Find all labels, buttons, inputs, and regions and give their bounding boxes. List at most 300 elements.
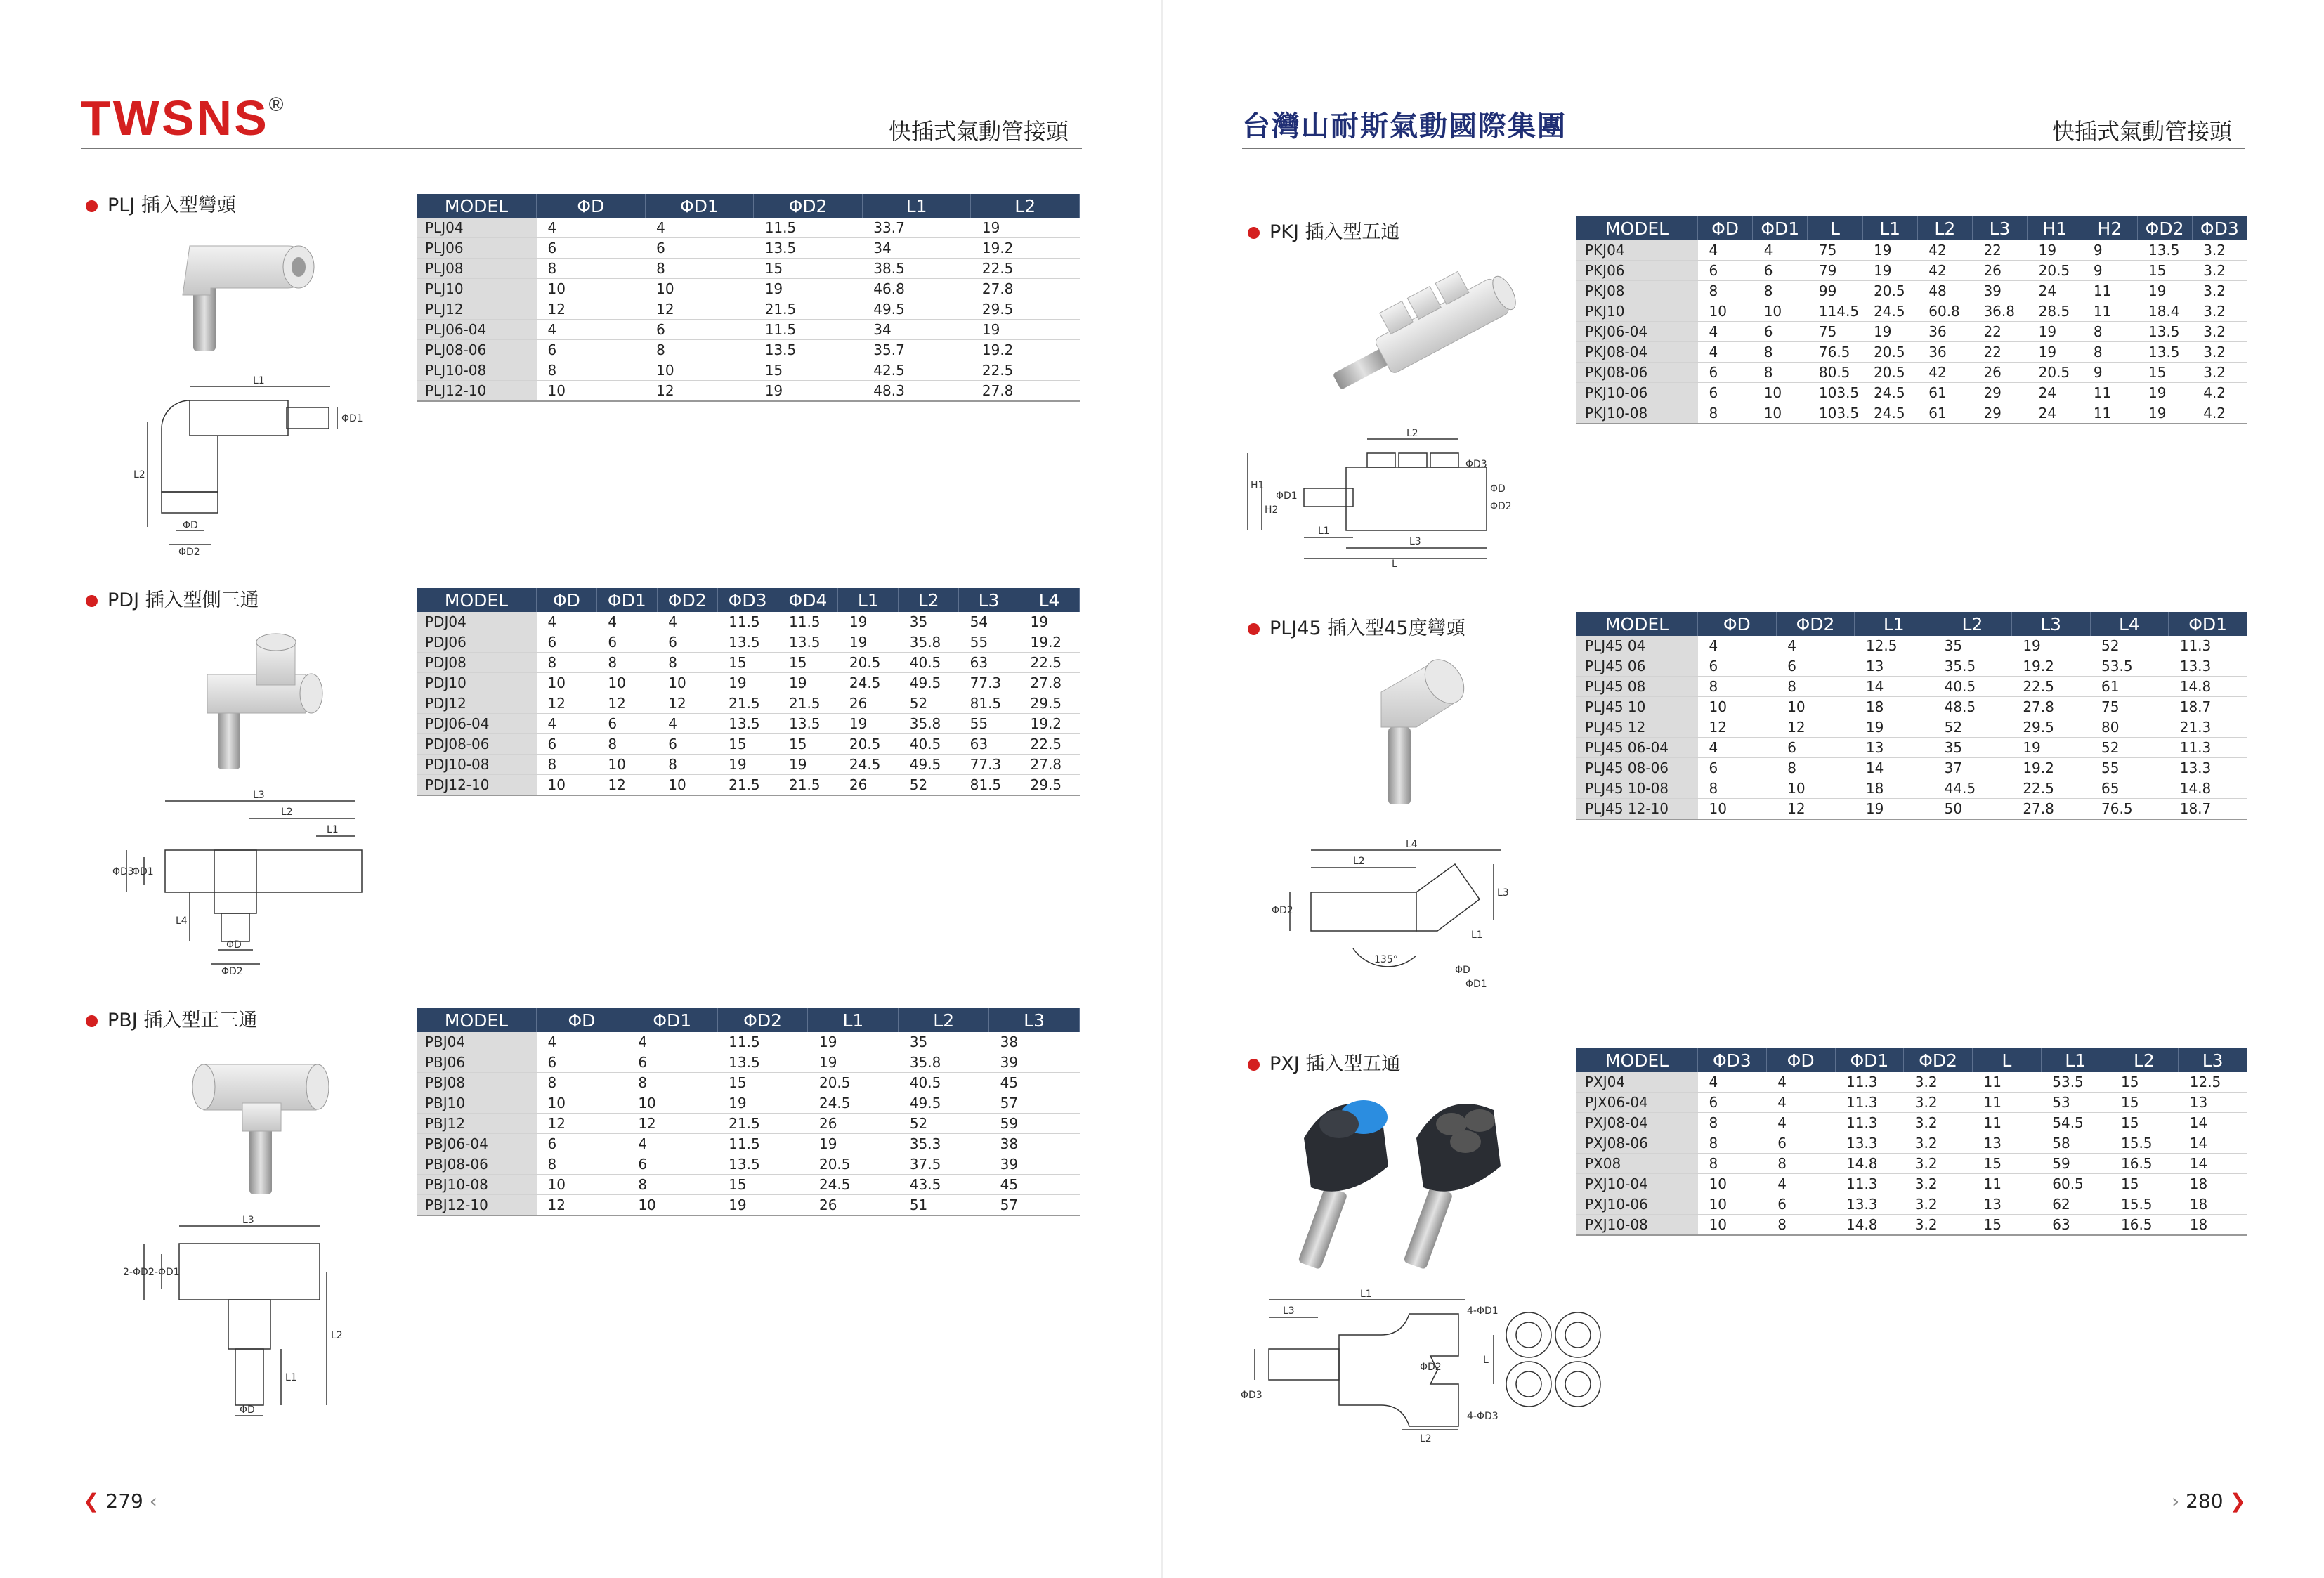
value-cell: 61 (1917, 403, 1972, 424)
value-cell: 48.3 (862, 381, 971, 402)
model-cell: PLJ45 10 (1576, 697, 1698, 717)
value-cell: 10 (596, 673, 657, 693)
value-cell: 13.5 (717, 1154, 808, 1175)
table-row (417, 340, 1080, 360)
value-cell: 18 (1855, 697, 1933, 717)
dim-label: ΦD2 (1420, 1362, 1442, 1373)
dim-label: ΦD2 (1490, 501, 1512, 512)
bullet-icon (1248, 1059, 1260, 1071)
value-cell: 4 (657, 612, 717, 632)
value-cell: 14.8 (2169, 677, 2247, 697)
value-cell: 12 (1698, 717, 1777, 738)
spec-table-pkj (1576, 216, 2247, 424)
value-cell: 42 (1917, 261, 1972, 281)
column-header: L3 (2011, 612, 2090, 636)
table-row (417, 218, 1080, 238)
value-cell: 77.3 (959, 755, 1019, 775)
bullet-icon (86, 1015, 98, 1027)
value-cell: 10 (1698, 1194, 1767, 1215)
value-cell: 35.8 (899, 714, 959, 734)
value-cell: 19 (717, 673, 778, 693)
value-cell: 13.3 (1835, 1133, 1904, 1154)
value-cell: 15 (1973, 1154, 2042, 1174)
value-cell: 6 (1698, 363, 1753, 383)
table-row (1576, 1093, 2247, 1113)
section-label-plj45: PLJ45 插入型45度彎頭 (1248, 613, 1465, 640)
table-row (417, 1052, 1080, 1073)
value-cell: 52 (2090, 636, 2169, 656)
model-cell: PLJ45 12 (1576, 717, 1698, 738)
value-cell: 34 (862, 320, 971, 340)
value-cell: 18 (2179, 1215, 2247, 1236)
value-cell: 60.8 (1917, 301, 1972, 322)
model-cell: PBJ10-08 (417, 1175, 537, 1195)
value-cell: 10 (537, 279, 646, 299)
model-cell: PLJ10 (417, 279, 537, 299)
value-cell: 15 (717, 734, 778, 755)
spec-table-plj45 (1576, 612, 2247, 820)
dim-label: L1 (1471, 930, 1483, 941)
value-cell: 4.2 (2192, 383, 2247, 403)
value-cell: 29.5 (2011, 717, 2090, 738)
value-cell: 49.5 (899, 755, 959, 775)
value-cell: 33.7 (862, 218, 971, 238)
value-cell: 61 (2090, 677, 2169, 697)
bullet-icon (86, 200, 98, 212)
value-cell: 10 (537, 1093, 627, 1114)
value-cell: 12 (645, 299, 754, 320)
value-cell: 77.3 (959, 673, 1019, 693)
value-cell: 114.5 (1808, 301, 1862, 322)
model-cell: PXJ10-08 (1576, 1215, 1698, 1236)
table-row (1576, 1215, 2247, 1236)
value-cell: 11.3 (2169, 738, 2247, 758)
model-cell: PKJ08-04 (1576, 342, 1698, 363)
value-cell: 8 (596, 653, 657, 673)
spec-table-pbj (417, 1008, 1080, 1216)
value-cell: 22 (1972, 240, 2027, 261)
value-cell: 55 (2090, 758, 2169, 778)
table-row (1576, 301, 2247, 322)
value-cell: 6 (596, 714, 657, 734)
value-cell: 10 (645, 279, 754, 299)
value-cell: 18.4 (2137, 301, 2192, 322)
value-cell: 20.5 (838, 653, 899, 673)
value-cell: 19 (2011, 636, 2090, 656)
value-cell: 3.2 (2192, 240, 2247, 261)
value-cell: 35.3 (899, 1134, 989, 1154)
column-header: ΦD2 (1904, 1048, 1973, 1072)
value-cell: 21.3 (2169, 717, 2247, 738)
value-cell: 20.5 (808, 1073, 899, 1093)
header-rule-left (81, 148, 1082, 149)
value-cell: 19 (838, 714, 899, 734)
value-cell: 21.5 (717, 693, 778, 714)
column-header: ΦD3 (717, 588, 778, 612)
value-cell: 10 (657, 673, 717, 693)
dim-label: L1 (327, 824, 339, 835)
value-cell: 20.5 (838, 734, 899, 755)
dim-label: ΦD1 (1276, 490, 1298, 502)
value-cell: 8 (1776, 677, 1855, 697)
value-cell: 6 (537, 632, 597, 653)
table-row (1576, 656, 2247, 677)
value-cell: 3.2 (1904, 1215, 1973, 1236)
pbj-product-photo (183, 1047, 344, 1201)
value-cell: 20.5 (808, 1154, 899, 1175)
value-cell: 8 (537, 653, 597, 673)
value-cell: 21.5 (717, 1114, 808, 1134)
value-cell: 26 (808, 1195, 899, 1216)
value-cell: 99 (1808, 281, 1862, 301)
dim-label: 4-ΦD3 (1467, 1411, 1499, 1422)
value-cell: 15.5 (2110, 1133, 2179, 1154)
column-header: ΦD2 (2137, 216, 2192, 240)
value-cell: 19 (1855, 799, 1933, 820)
column-header: ΦD (537, 588, 597, 612)
table-header-row (1576, 1048, 2247, 1072)
value-cell: 20.5 (2028, 261, 2082, 281)
model-cell: PDJ12 (417, 693, 537, 714)
table-row (1576, 342, 2247, 363)
value-cell: 14.8 (2169, 778, 2247, 799)
model-cell: PKJ08-06 (1576, 363, 1698, 383)
table-header-row (1576, 216, 2247, 240)
dim-label: ΦD3 (112, 866, 134, 878)
column-header: L1 (2041, 1048, 2110, 1072)
value-cell: 6 (1753, 322, 1808, 342)
value-cell: 13 (1973, 1194, 2042, 1215)
value-cell: 19 (717, 1093, 808, 1114)
value-cell: 11 (2082, 403, 2137, 424)
pdj-product-photo (179, 625, 341, 780)
value-cell: 11 (2082, 301, 2137, 322)
value-cell: 19 (778, 755, 838, 775)
value-cell: 15.5 (2110, 1194, 2179, 1215)
value-cell: 18 (2179, 1194, 2247, 1215)
column-header: L2 (1917, 216, 1972, 240)
model-cell: PLJ10-08 (417, 360, 537, 381)
column-header: L1 (838, 588, 899, 612)
value-cell: 19 (2137, 281, 2192, 301)
dim-label: ΦD (1455, 965, 1470, 976)
table-row (1576, 677, 2247, 697)
value-cell: 29.5 (1019, 775, 1080, 796)
dim-label: L1 (285, 1372, 297, 1383)
value-cell: 13.5 (2137, 322, 2192, 342)
table-row (1576, 240, 2247, 261)
value-cell: 4 (627, 1032, 717, 1052)
pkj-product-photo (1311, 263, 1522, 411)
value-cell: 40.5 (899, 734, 959, 755)
table-row (417, 1114, 1080, 1134)
column-header: ΦD1 (645, 194, 754, 218)
value-cell: 13.5 (754, 238, 863, 259)
value-cell: 52 (899, 1114, 989, 1134)
value-cell: 19 (838, 632, 899, 653)
table-row (417, 775, 1080, 796)
value-cell: 4 (537, 1032, 627, 1052)
plj45-dimension-drawing (1269, 836, 1515, 1019)
value-cell: 10 (1698, 301, 1753, 322)
column-header: ΦD (1766, 1048, 1835, 1072)
value-cell: 10 (1698, 1215, 1767, 1236)
dim-label: L3 (1409, 536, 1421, 547)
value-cell: 4 (1766, 1113, 1835, 1133)
value-cell: 13.5 (717, 714, 778, 734)
value-cell: 12 (537, 693, 597, 714)
value-cell: 21.5 (754, 299, 863, 320)
section-label-pxj: PXJ 插入型五通 (1248, 1048, 1400, 1076)
value-cell: 13.5 (2137, 240, 2192, 261)
value-cell: 22.5 (971, 259, 1080, 279)
value-cell: 39 (1972, 281, 2027, 301)
value-cell: 10 (537, 673, 597, 693)
column-header: ΦD (537, 194, 646, 218)
value-cell: 8 (537, 1073, 627, 1093)
model-cell: PLJ45 08 (1576, 677, 1698, 697)
value-cell: 81.5 (959, 775, 1019, 796)
dim-label: L4 (176, 915, 188, 927)
value-cell: 52 (899, 775, 959, 796)
value-cell: 11.3 (2169, 636, 2247, 656)
value-cell: 29 (1972, 403, 2027, 424)
value-cell: 8 (1698, 403, 1753, 424)
value-cell: 4 (1776, 636, 1855, 656)
dim-label: L1 (1360, 1289, 1372, 1300)
column-header: L1 (862, 194, 971, 218)
value-cell: 54 (959, 612, 1019, 632)
value-cell: 9 (2082, 240, 2137, 261)
value-cell: 37.5 (899, 1154, 989, 1175)
value-cell: 8 (1753, 363, 1808, 383)
value-cell: 55 (959, 632, 1019, 653)
model-cell: PXJ04 (1576, 1072, 1698, 1093)
value-cell: 27.8 (2011, 799, 2090, 820)
value-cell: 22.5 (1019, 653, 1080, 673)
dim-label: 4-ΦD1 (1467, 1305, 1499, 1317)
model-cell: PLJ45 08-06 (1576, 758, 1698, 778)
model-cell: PKJ10-06 (1576, 383, 1698, 403)
table-row (1576, 697, 2247, 717)
value-cell: 15 (778, 653, 838, 673)
column-header: L1 (1855, 612, 1933, 636)
value-cell: 27.8 (1019, 755, 1080, 775)
value-cell: 18 (2179, 1174, 2247, 1194)
value-cell: 35 (899, 1032, 989, 1052)
page-number-left: ❮ 279 ‹ (83, 1489, 157, 1513)
company-title: 台灣山耐斯氣動國際集團 (1242, 110, 1567, 143)
value-cell: 19 (2028, 322, 2082, 342)
dim-label: ΦD (183, 520, 198, 531)
dim-label: L2 (1406, 428, 1418, 439)
value-cell: 13.5 (754, 340, 863, 360)
value-cell: 15 (717, 653, 778, 673)
model-cell: PKJ10-08 (1576, 403, 1698, 424)
value-cell: 62 (2041, 1194, 2110, 1215)
dim-label: ΦD1 (132, 866, 154, 878)
value-cell: 4 (596, 612, 657, 632)
model-cell: PDJ08-06 (417, 734, 537, 755)
column-header: L4 (2090, 612, 2169, 636)
value-cell: 24 (2028, 403, 2082, 424)
value-cell: 75 (2090, 697, 2169, 717)
dim-label: L1 (1318, 526, 1330, 537)
value-cell: 8 (1698, 1113, 1767, 1133)
value-cell: 8 (1698, 281, 1753, 301)
value-cell: 4 (1698, 240, 1753, 261)
value-cell: 63 (2041, 1215, 2110, 1236)
value-cell: 4 (537, 218, 646, 238)
value-cell: 21.5 (717, 775, 778, 796)
value-cell: 12.5 (2179, 1072, 2247, 1093)
value-cell: 4 (1698, 738, 1777, 758)
value-cell: 3.2 (2192, 281, 2247, 301)
column-header: ΦD1 (1753, 216, 1808, 240)
section-label-plj: PLJ 插入型彎頭 (86, 190, 236, 217)
column-header: L3 (989, 1008, 1080, 1032)
value-cell: 14.8 (1835, 1215, 1904, 1236)
value-cell: 8 (537, 755, 597, 775)
value-cell: 6 (596, 632, 657, 653)
value-cell: 42 (1917, 363, 1972, 383)
dim-label: L3 (1283, 1305, 1295, 1317)
value-cell: 11.3 (1835, 1174, 1904, 1194)
value-cell: 3.2 (1904, 1072, 1973, 1093)
dim-label: 2-ΦD1 (148, 1267, 180, 1278)
value-cell: 19.2 (1019, 632, 1080, 653)
value-cell: 22.5 (2011, 677, 2090, 697)
table-row (417, 673, 1080, 693)
value-cell: 24.5 (1862, 301, 1917, 322)
dim-label: 135° (1374, 954, 1398, 965)
model-cell: PX08 (1576, 1154, 1698, 1174)
spec-table-pxj (1576, 1048, 2247, 1236)
column-header: ΦD1 (1835, 1048, 1904, 1072)
dim-label: L2 (1420, 1433, 1432, 1445)
table-row (417, 279, 1080, 299)
value-cell: 6 (657, 632, 717, 653)
pbj-dimension-drawing (123, 1212, 355, 1423)
right-page (1163, 0, 2324, 1578)
value-cell: 19 (1862, 240, 1917, 261)
value-cell: 29 (1972, 383, 2027, 403)
value-cell: 24.5 (808, 1175, 899, 1195)
column-header: ΦD3 (2192, 216, 2247, 240)
value-cell: 9 (2082, 363, 2137, 383)
value-cell: 4 (537, 714, 597, 734)
table-row (417, 1154, 1080, 1175)
value-cell: 19 (1019, 612, 1080, 632)
value-cell: 6 (1776, 656, 1855, 677)
value-cell: 8 (645, 259, 754, 279)
value-cell: 8 (1698, 1133, 1767, 1154)
value-cell: 11 (1973, 1093, 2042, 1113)
dim-label: L (1392, 559, 1397, 569)
value-cell: 76.5 (1808, 342, 1862, 363)
dim-label: ΦD3 (1465, 459, 1487, 470)
model-cell: PLJ45 06 (1576, 656, 1698, 677)
value-cell: 6 (645, 238, 754, 259)
value-cell: 53.5 (2090, 656, 2169, 677)
table-header-row (1576, 612, 2247, 636)
value-cell: 12 (645, 381, 754, 402)
table-row (1576, 1113, 2247, 1133)
model-cell: PLJ45 10-08 (1576, 778, 1698, 799)
value-cell: 59 (2041, 1154, 2110, 1174)
dim-label: L2 (1353, 856, 1365, 867)
dim-label: ΦD (1490, 483, 1506, 495)
value-cell: 39 (989, 1052, 1080, 1073)
section-label-pbj: PBJ 插入型正三通 (86, 1005, 257, 1032)
value-cell: 19 (717, 1195, 808, 1216)
value-cell: 53 (2041, 1093, 2110, 1113)
value-cell: 27.8 (2011, 697, 2090, 717)
value-cell: 8 (627, 1175, 717, 1195)
value-cell: 24.5 (838, 673, 899, 693)
value-cell: 15 (778, 734, 838, 755)
value-cell: 58 (2041, 1133, 2110, 1154)
value-cell: 8 (657, 755, 717, 775)
value-cell: 19 (2137, 403, 2192, 424)
table-row (417, 1032, 1080, 1052)
value-cell: 15 (717, 1073, 808, 1093)
value-cell: 35 (1933, 636, 2012, 656)
value-cell: 48 (1917, 281, 1972, 301)
column-header: ΦD (1698, 216, 1753, 240)
value-cell: 11.3 (1835, 1093, 1904, 1113)
page-number-right: › 280 ❯ (2172, 1489, 2246, 1513)
section-label-pkj: PKJ 插入型五通 (1248, 216, 1400, 244)
value-cell: 18 (1855, 778, 1933, 799)
model-cell: PLJ06-04 (417, 320, 537, 340)
value-cell: 29.5 (971, 299, 1080, 320)
plj45-product-photo (1339, 650, 1480, 819)
value-cell: 12 (1776, 717, 1855, 738)
value-cell: 6 (1698, 261, 1753, 281)
value-cell: 26 (808, 1114, 899, 1134)
small-arrow-icon: ‹ (149, 1489, 157, 1513)
value-cell: 15 (754, 360, 863, 381)
value-cell: 60.5 (2041, 1174, 2110, 1194)
column-header: L2 (1933, 612, 2012, 636)
value-cell: 54.5 (2041, 1113, 2110, 1133)
column-header: L1 (1862, 216, 1917, 240)
value-cell: 13.3 (2169, 656, 2247, 677)
value-cell: 3.2 (1904, 1113, 1973, 1133)
column-header: L3 (2179, 1048, 2247, 1072)
value-cell: 46.8 (862, 279, 971, 299)
table-row (1576, 1133, 2247, 1154)
value-cell: 4 (537, 320, 646, 340)
model-cell: PDJ06 (417, 632, 537, 653)
table-row (1576, 1072, 2247, 1093)
value-cell: 4 (1753, 240, 1808, 261)
value-cell: 12 (537, 1114, 627, 1134)
value-cell: 3.2 (1904, 1174, 1973, 1194)
value-cell: 26 (838, 693, 899, 714)
value-cell: 14 (1855, 677, 1933, 697)
bullet-icon (1248, 623, 1260, 635)
value-cell: 14.8 (1835, 1154, 1904, 1174)
value-cell: 19 (2137, 383, 2192, 403)
model-cell: PBJ10 (417, 1093, 537, 1114)
table-row (417, 381, 1080, 402)
column-header: ΦD2 (1776, 612, 1855, 636)
value-cell: 8 (1776, 758, 1855, 778)
value-cell: 28.5 (2028, 301, 2082, 322)
value-cell: 19 (1862, 261, 1917, 281)
